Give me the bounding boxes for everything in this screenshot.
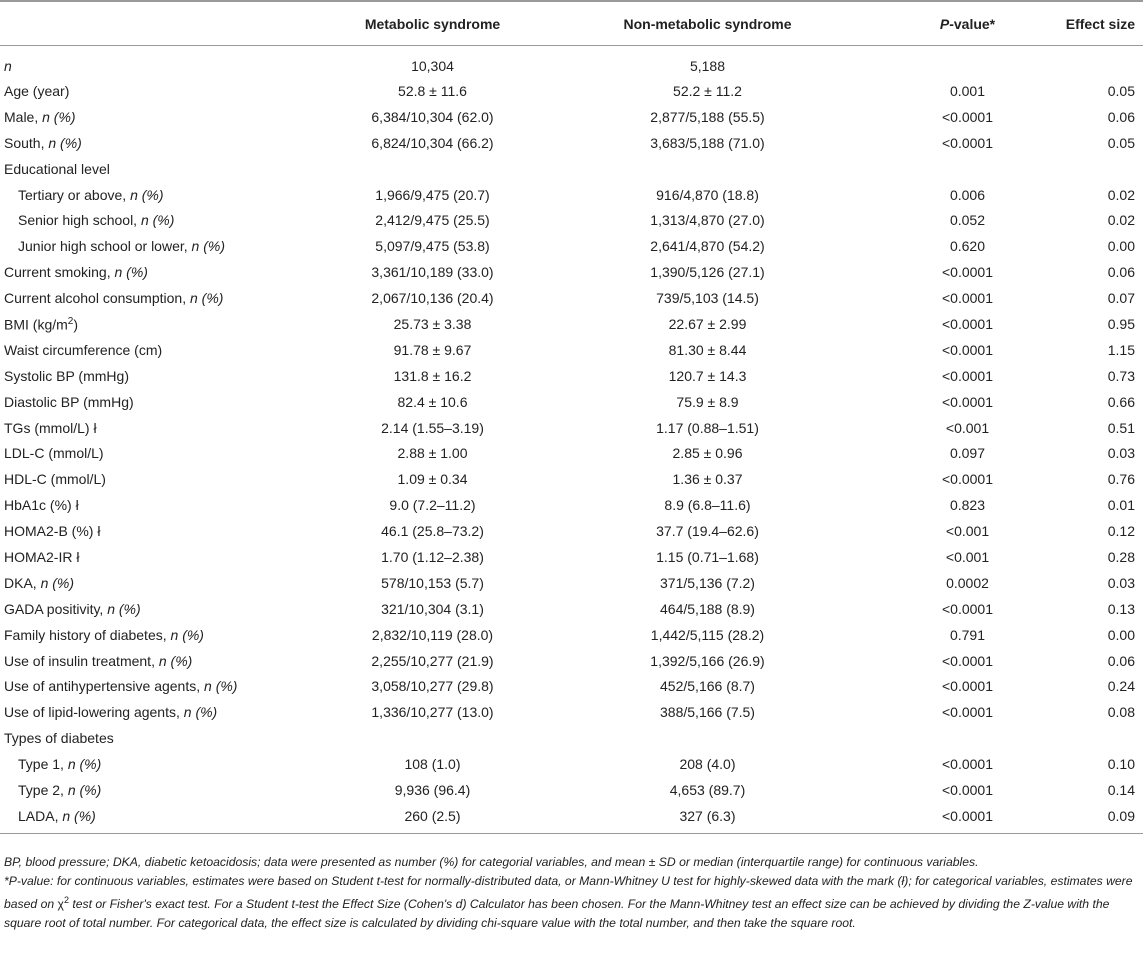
- row-label: [0, 259, 310, 285]
- cell-pvalue: [860, 46, 1025, 79]
- cell-effect-size: [1025, 725, 1143, 751]
- cell-non-metabolic: 916/4,870 (18.8): [656, 186, 759, 203]
- row-label: [0, 544, 310, 570]
- cell-effect-size: 0.73: [1107, 367, 1135, 384]
- cell-metabolic: 25.73 ± 3.38: [393, 315, 472, 332]
- cell-effect-size: 0.24: [1107, 678, 1135, 695]
- row-label: [0, 233, 310, 259]
- row-label-text: Types of diabetes: [4, 730, 114, 747]
- row-label-text: TGs (mmol/L) ł: [4, 419, 97, 436]
- cell-metabolic: 2,255/10,277 (21.9): [371, 652, 494, 669]
- cell-pvalue: <0.0001: [860, 803, 1025, 833]
- header-label: [0, 2, 310, 46]
- row-label-text: Waist circumference (cm): [4, 341, 163, 358]
- comparison-table: [0, 2, 1143, 834]
- row-label: [0, 207, 310, 233]
- row-label-unit: n (%): [158, 652, 193, 669]
- cell-pvalue: <0.0001: [942, 393, 993, 410]
- cell-effect-size: 0.12: [1107, 523, 1135, 540]
- row-label: [0, 648, 310, 674]
- cell-metabolic: 321/10,304 (3.1): [381, 600, 484, 617]
- row-label-text: Senior high school,: [18, 212, 141, 229]
- row-label-unit: n (%): [204, 678, 238, 695]
- cell-metabolic: 2.14 (1.55–3.19): [381, 419, 484, 436]
- cell-non-metabolic: 327 (6.3): [555, 803, 860, 833]
- cell-non-metabolic: 464/5,188 (8.9): [660, 600, 755, 617]
- cell-pvalue: [860, 156, 1025, 182]
- cell-metabolic: 3,361/10,189 (33.0): [371, 264, 494, 281]
- footnote-abbreviations: BP, blood pressure; DKA, diabetic ketoacidosis; data were presented as number (%) for categorial variables, and mean ± SD or median (interquartile range) for continuous variables.: [4, 855, 979, 869]
- row-label-text: Systolic BP (mmHg): [4, 367, 129, 384]
- cell-non-metabolic: 52.2 ± 11.2: [673, 82, 742, 99]
- cell-effect-size: 0.00: [1107, 626, 1135, 643]
- table-row: [0, 622, 1143, 648]
- table-row: [0, 673, 1143, 699]
- cell-effect-size: 0.95: [1107, 315, 1135, 332]
- row-label-unit: n (%): [67, 756, 102, 773]
- cell-pvalue: 0.791: [949, 626, 986, 643]
- table-row: [0, 311, 1143, 337]
- cell-effect-size: 0.51: [1107, 419, 1135, 436]
- table-row: [0, 285, 1143, 311]
- cell-non-metabolic: [555, 156, 860, 182]
- cell-pvalue: <0.0001: [942, 264, 993, 281]
- cell-metabolic: 1,966/9,475 (20.7): [375, 186, 490, 203]
- row-label-text: Type 1,: [18, 756, 68, 773]
- row-label: [0, 415, 310, 441]
- cell-effect-size: 1.15: [1107, 341, 1135, 358]
- cell-pvalue: 0.620: [949, 238, 986, 255]
- row-label: [0, 182, 310, 208]
- row-label-unit: n (%): [130, 186, 164, 203]
- row-label: [0, 389, 310, 415]
- cell-pvalue: <0.0001: [942, 781, 993, 798]
- table-row: [0, 337, 1143, 363]
- row-label: [0, 699, 310, 725]
- cell-metabolic: 578/10,153 (5.7): [381, 574, 484, 591]
- table-row: [0, 182, 1143, 208]
- table-row: [0, 570, 1143, 596]
- header-pvalue-p: P: [939, 15, 950, 32]
- row-label: [0, 803, 310, 833]
- row-label: [0, 130, 310, 156]
- cell-effect-size: 0.14: [1107, 781, 1135, 798]
- cell-metabolic: 2,412/9,475 (25.5): [375, 212, 490, 229]
- row-label: [0, 46, 310, 79]
- table-row: [0, 233, 1143, 259]
- row-label: [0, 570, 310, 596]
- cell-effect-size: 0.00: [1107, 238, 1135, 255]
- row-label-unit: n (%): [48, 134, 82, 151]
- row-label-unit: n (%): [114, 264, 148, 281]
- cell-metabolic: 5,097/9,475 (53.8): [375, 238, 490, 255]
- row-label-text: BMI (kg/m: [4, 316, 68, 333]
- cell-pvalue: 0.097: [949, 445, 986, 462]
- row-label-sup: 2: [67, 315, 74, 327]
- cell-effect-size: 0.28: [1107, 548, 1135, 565]
- cell-non-metabolic: 4,653 (89.7): [669, 781, 746, 798]
- cell-effect-size: 0.06: [1107, 108, 1135, 125]
- row-label-unit: n (%): [107, 600, 141, 617]
- row-label-text: Use of antihypertensive agents,: [4, 678, 205, 695]
- cell-non-metabolic: 1,442/5,115 (28.2): [650, 626, 765, 643]
- cell-non-metabolic: 1,390/5,126 (27.1): [650, 264, 765, 281]
- cell-pvalue: [860, 725, 1025, 751]
- row-label-text: Educational level: [4, 160, 110, 177]
- row-label-text: Tertiary or above,: [18, 186, 131, 203]
- row-label-text: Junior high school or lower,: [18, 238, 192, 255]
- cell-non-metabolic: 2,641/4,870 (54.2): [650, 238, 765, 255]
- cell-pvalue: <0.0001: [942, 108, 993, 125]
- header-row: [0, 2, 1143, 46]
- cell-pvalue: 0.001: [949, 82, 986, 99]
- footnote-pvalue-b: test or Fisher's exact test. For a Student t-test the Effect Size (Cohen's d) Calculator has been chosen. For the Mann-Whitney test an effect size can be achieved by dividing the Z-value with the square root of total number. For categorical data, the effect size is calculated by dividing chi-square value with the total number, and then take the square root.: [4, 897, 1110, 931]
- row-label-unit: n (%): [40, 574, 75, 591]
- table-row: [0, 156, 1143, 182]
- cell-pvalue: <0.0001: [942, 652, 993, 669]
- cell-metabolic: 1.09 ± 0.34: [397, 471, 468, 488]
- row-label: [0, 78, 310, 104]
- table-row: [0, 415, 1143, 441]
- row-label-unit: n (%): [183, 704, 218, 721]
- row-label-text: Male,: [4, 108, 43, 125]
- row-label: [0, 104, 310, 130]
- cell-pvalue: <0.001: [945, 548, 990, 565]
- cell-effect-size: [1025, 46, 1143, 79]
- cell-pvalue: <0.0001: [942, 756, 993, 773]
- table-row: [0, 648, 1143, 674]
- cell-pvalue: 0.823: [949, 497, 986, 514]
- cell-metabolic: 2.88 ± 1.00: [397, 445, 468, 462]
- cell-effect-size: 0.07: [1107, 290, 1135, 307]
- row-label-text: Use of lipid-lowering agents,: [4, 704, 184, 721]
- table-row: [0, 130, 1143, 156]
- header-effect-size: Effect size: [1025, 2, 1143, 46]
- cell-metabolic: [310, 156, 555, 182]
- cell-non-metabolic: 1,313/4,870 (27.0): [650, 212, 765, 229]
- row-label: [0, 311, 310, 337]
- table-row: [0, 259, 1143, 285]
- row-label-text: Family history of diabetes,: [4, 626, 171, 643]
- table-row: [0, 725, 1143, 751]
- cell-effect-size: 0.76: [1107, 471, 1135, 488]
- cell-effect-size: 0.03: [1107, 574, 1135, 591]
- cell-metabolic: 108 (1.0): [404, 756, 461, 773]
- table-row: [0, 699, 1143, 725]
- row-label-text: HOMA2-B (%) ł: [4, 523, 101, 540]
- footnote-pvalue-a: *P-value: for continuous variables, estimates were based on Student t-test for normally-distributed data, or Mann-Whitney U test for highly-skewed data with the mark (ł); for categorical variables, estimates were based on: [4, 874, 1133, 912]
- row-label-unit: n (%): [140, 212, 175, 229]
- row-label-unit: n (%): [170, 626, 204, 643]
- cell-pvalue: 0.0002: [946, 574, 989, 591]
- row-label-text: DKA,: [4, 574, 41, 591]
- cell-metabolic: 82.4 ± 10.6: [397, 393, 468, 410]
- cell-pvalue: 0.052: [949, 212, 986, 229]
- row-label: [0, 466, 310, 492]
- table-row: [0, 777, 1143, 803]
- table-row: [0, 440, 1143, 466]
- cell-pvalue: <0.0001: [942, 600, 993, 617]
- row-label-after: ): [73, 316, 79, 333]
- cell-pvalue: <0.001: [945, 523, 990, 540]
- cell-pvalue: <0.0001: [942, 290, 993, 307]
- cell-pvalue: <0.001: [945, 419, 990, 436]
- row-label-text: HbA1c (%) ł: [4, 497, 79, 514]
- row-label-text: LDL-C (mmol/L): [4, 445, 104, 462]
- cell-metabolic: 9,936 (96.4): [394, 781, 471, 798]
- cell-non-metabolic: 371/5,136 (7.2): [660, 574, 755, 591]
- cell-non-metabolic: 75.9 ± 8.9: [676, 393, 739, 410]
- table-row: [0, 544, 1143, 570]
- cell-non-metabolic: 81.30 ± 8.44: [668, 341, 747, 358]
- row-label-unit: n (%): [62, 807, 96, 824]
- row-label: [0, 777, 310, 803]
- cell-non-metabolic: 208 (4.0): [679, 756, 736, 773]
- table-row: [0, 518, 1143, 544]
- cell-effect-size: 0.13: [1107, 600, 1135, 617]
- row-label-text: Current smoking,: [4, 264, 115, 281]
- row-label-text: Use of insulin treatment,: [4, 652, 159, 669]
- row-label: [0, 337, 310, 363]
- cell-metabolic: 52.8 ± 11.6: [398, 82, 467, 99]
- cell-non-metabolic: 5,188: [689, 58, 726, 74]
- row-label-text: South,: [4, 134, 49, 151]
- cell-metabolic: 3,058/10,277 (29.8): [371, 678, 494, 695]
- cell-non-metabolic: 120.7 ± 14.3: [668, 367, 747, 384]
- table-row: [0, 492, 1143, 518]
- cell-effect-size: 0.03: [1107, 445, 1135, 462]
- row-label-unit: n (%): [67, 781, 102, 798]
- cell-pvalue: <0.0001: [942, 471, 993, 488]
- cell-pvalue: <0.0001: [942, 704, 993, 721]
- row-label: [0, 492, 310, 518]
- row-label-text: Current alcohol consumption,: [4, 290, 190, 307]
- table-body: [0, 46, 1143, 834]
- row-label-text: LADA,: [18, 807, 63, 824]
- cell-metabolic: 10,304: [411, 58, 454, 74]
- row-label-text: n: [4, 58, 12, 74]
- row-label-text: HDL-C (mmol/L): [4, 471, 106, 488]
- cell-effect-size: 0.06: [1107, 264, 1135, 281]
- row-label-text: HOMA2-IR ł: [4, 548, 80, 565]
- cell-effect-size: 0.10: [1107, 756, 1135, 773]
- cell-non-metabolic: 2,877/5,188 (55.5): [650, 108, 765, 125]
- table-row: [0, 78, 1143, 104]
- row-label: [0, 622, 310, 648]
- cell-non-metabolic: 22.67 ± 2.99: [668, 315, 747, 332]
- cell-non-metabolic: 739/5,103 (14.5): [656, 290, 759, 307]
- footnote-chi-symbol: χ: [57, 897, 64, 912]
- header-pvalue: [860, 2, 1025, 46]
- cell-pvalue: <0.0001: [942, 134, 993, 151]
- cell-metabolic: 91.78 ± 9.67: [393, 341, 472, 358]
- table-row: [0, 466, 1143, 492]
- cell-effect-size: 0.05: [1107, 134, 1135, 151]
- cell-non-metabolic: 388/5,166 (7.5): [660, 704, 755, 721]
- cell-non-metabolic: 1.17 (0.88–1.51): [656, 419, 759, 436]
- cell-non-metabolic: 2.85 ± 0.96: [672, 445, 743, 462]
- row-label: [0, 440, 310, 466]
- cell-pvalue: <0.0001: [942, 367, 993, 384]
- table-row: [0, 389, 1143, 415]
- table-row: [0, 363, 1143, 389]
- row-label: [0, 596, 310, 622]
- cell-metabolic: 9.0 (7.2–11.2): [389, 497, 476, 514]
- row-label-text: Diastolic BP (mmHg): [4, 393, 134, 410]
- footnotes: [4, 853, 1140, 933]
- cell-effect-size: 0.05: [1107, 82, 1135, 99]
- cell-metabolic: 131.8 ± 16.2: [393, 367, 472, 384]
- row-label: [0, 285, 310, 311]
- cell-metabolic: 2,067/10,136 (20.4): [371, 290, 494, 307]
- cell-effect-size: 0.09: [1025, 803, 1143, 833]
- cell-effect-size: 0.02: [1107, 186, 1135, 203]
- footnote-pvalue: [4, 872, 1140, 933]
- cell-metabolic: 6,384/10,304 (62.0): [371, 108, 494, 125]
- table-row: [0, 751, 1143, 777]
- cell-pvalue: <0.0001: [942, 315, 993, 332]
- cell-metabolic: 6,824/10,304 (66.2): [371, 134, 494, 151]
- cell-effect-size: 0.02: [1107, 212, 1135, 229]
- row-label: [0, 725, 310, 751]
- cell-effect-size: 0.01: [1107, 497, 1135, 514]
- cell-metabolic: [310, 725, 555, 751]
- row-label-unit: n (%): [191, 238, 225, 255]
- row-label-text: Age (year): [4, 82, 70, 99]
- row-label: [0, 518, 310, 544]
- table-row: [0, 46, 1143, 79]
- cell-non-metabolic: 3,683/5,188 (71.0): [650, 134, 765, 151]
- cell-pvalue: 0.006: [949, 186, 986, 203]
- cell-non-metabolic: 37.7 (19.4–62.6): [656, 523, 759, 540]
- cell-effect-size: 0.06: [1107, 652, 1135, 669]
- table-row: [0, 104, 1143, 130]
- header-pvalue-rest: -value*: [949, 15, 996, 32]
- cell-effect-size: 0.08: [1107, 704, 1135, 721]
- row-label: [0, 156, 310, 182]
- cell-effect-size: [1025, 156, 1143, 182]
- cell-non-metabolic: [555, 725, 860, 751]
- table-row: [0, 207, 1143, 233]
- row-label-text: Type 2,: [18, 781, 68, 798]
- cell-effect-size: 0.66: [1107, 393, 1135, 410]
- cell-metabolic: 260 (2.5): [310, 803, 555, 833]
- table-row: [0, 596, 1143, 622]
- header-metabolic: Metabolic syndrome: [310, 2, 555, 46]
- cell-metabolic: 46.1 (25.8–73.2): [381, 523, 484, 540]
- table-row: [0, 803, 1143, 833]
- row-label-text: GADA positivity,: [4, 600, 108, 617]
- footnote-chi-sup: 2: [63, 895, 69, 905]
- cell-metabolic: 1,336/10,277 (13.0): [371, 704, 494, 721]
- row-label-unit: n (%): [42, 108, 76, 125]
- cell-metabolic: 2,832/10,119 (28.0): [371, 626, 494, 643]
- row-label: [0, 363, 310, 389]
- cell-non-metabolic: 452/5,166 (8.7): [660, 678, 755, 695]
- cell-metabolic: 1.70 (1.12–2.38): [381, 548, 484, 565]
- header-non-metabolic: Non-metabolic syndrome: [555, 2, 860, 46]
- cell-non-metabolic: 1.15 (0.71–1.68): [656, 548, 759, 565]
- cell-non-metabolic: 1,392/5,166 (26.9): [650, 652, 765, 669]
- cell-pvalue: <0.0001: [942, 678, 993, 695]
- cell-non-metabolic: 1.36 ± 0.37: [672, 471, 743, 488]
- row-label: [0, 673, 310, 699]
- cell-non-metabolic: 8.9 (6.8–11.6): [664, 497, 751, 514]
- row-label-unit: n (%): [190, 290, 224, 307]
- cell-pvalue: <0.0001: [942, 341, 993, 358]
- row-label: [0, 751, 310, 777]
